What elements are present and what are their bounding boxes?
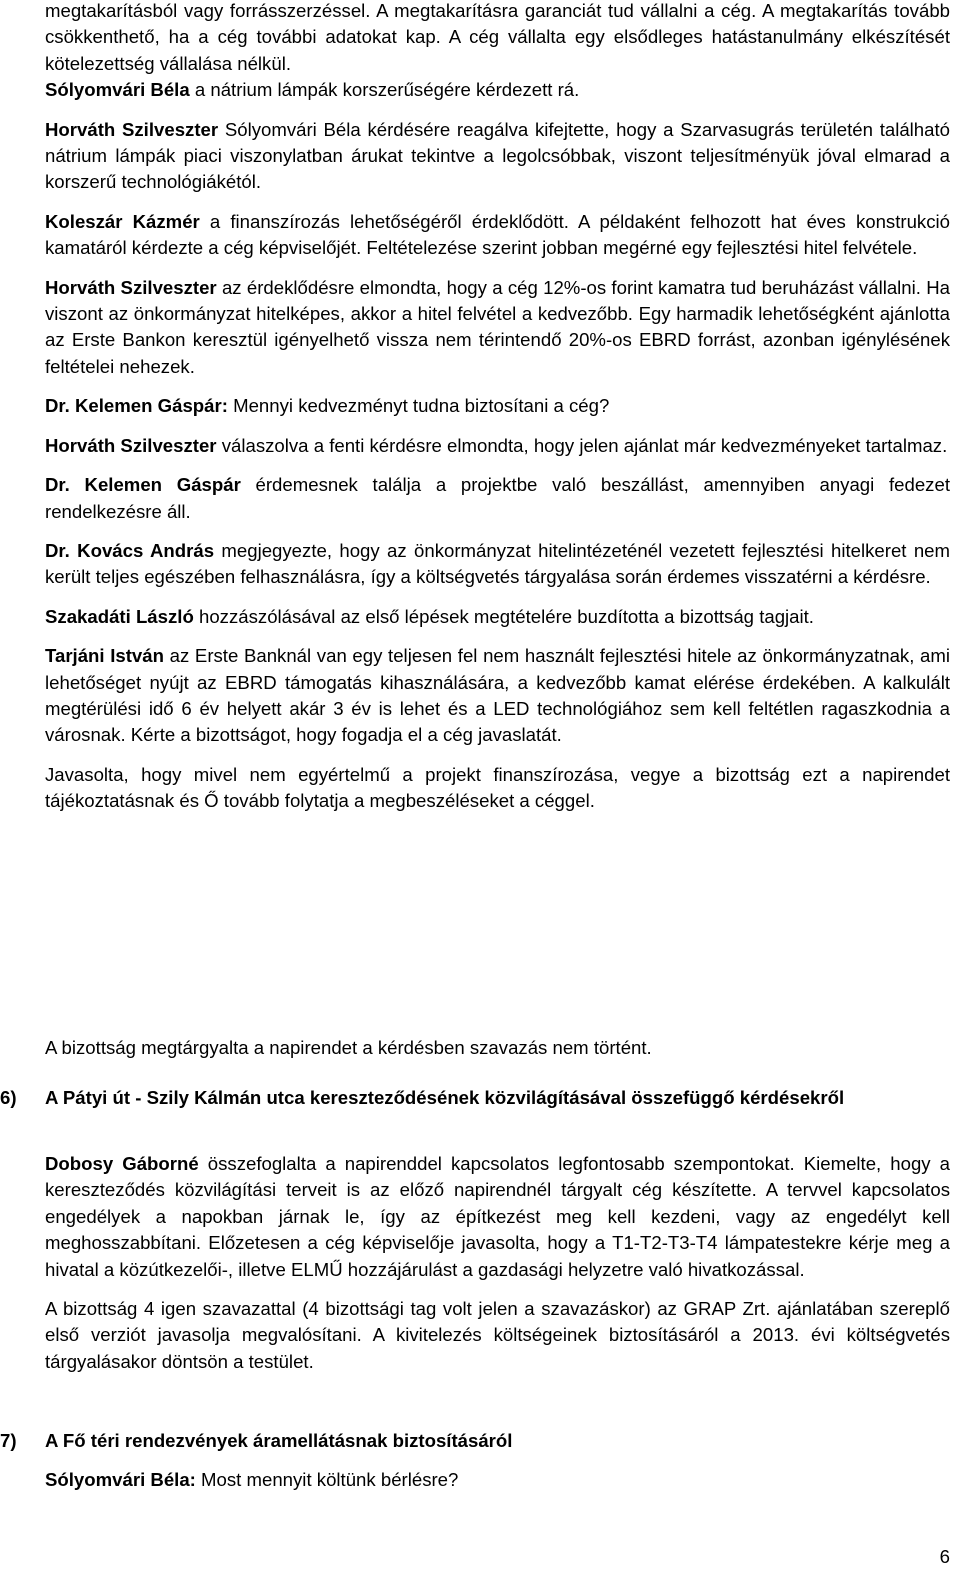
paragraph-horvath-answer-2 bbox=[45, 275, 950, 381]
paragraph-kovacs-remark bbox=[45, 538, 950, 591]
paragraph-text: megjegyezte, hogy az önkormányzat hitelintézeténél vezetett fejlesztési hitelkeret nem került teljes egészében felhasználásra, így a költségvetés tárgyalása során érdemes visszatérni a kérdésre. bbox=[45, 539, 951, 588]
section-number: 7) bbox=[0, 1430, 17, 1451]
section-6-heading bbox=[0, 1085, 950, 1111]
paragraph-kelemen-opinion bbox=[45, 472, 950, 525]
paragraph-text: az Erste Banknál van egy teljesen fel nem használt fejlesztési hitele az önkormányzatnak, ami lehetőséget nyújt az EBRD támogatás kihasználására, a kedvezőbb kamat elérése érdekében. A kalkulált megtérülési idő 6 év helyett akár 3 év is lehet és a LED technológiához sem kell feltétlen ragaszkodnia a városnak. Kérte a bizottságot, hogy fogadja el a cég javaslatát. bbox=[45, 645, 950, 746]
paragraph-text: az érdeklődésre elmondta, hogy a cég 12%-os forint kamatra tud beruházást vállalni. Ha viszont az önkormányzat hitelképes, akkor a hitel felvétel a kedvezőbb. Egy harmadik lehetőségként ajánlotta az Erste Bankon keresztül igényelhető vissza nem térintendő 20%-os EBRD forrást, azonban igénylésének feltételei nehezek. bbox=[45, 276, 950, 377]
paragraph-committee-decision bbox=[45, 1296, 950, 1375]
section-7-heading bbox=[0, 1428, 950, 1454]
section-7-body bbox=[45, 1467, 950, 1506]
speaker-name: Dr. Kelemen Gáspár bbox=[45, 474, 241, 496]
speaker-name: Horváth Szilveszter bbox=[45, 118, 219, 140]
section-title: A Pátyi út - Szily Kálmán utca kereszteződésének közvilágításával összefüggő kérdésekről bbox=[45, 1087, 845, 1108]
paragraph-text: megtakarításból vagy forrásszerzéssel. A megtakarításra garanciát tud vállalni a cég. A megtakarítás tovább csökkenthető, ha a cég további adatokat kap. A cég vállalta egy elsődleges hatástanulmány elkészítését kötelezettség vállalása nélkül. bbox=[45, 0, 950, 74]
paragraph-dobosy-summary bbox=[45, 1151, 950, 1283]
paragraph-text: Sólyomvári Béla kérdésére reagálva kifejtette, hogy a Szarvasugrás területén található nátrium lámpák piaci viszonylatban árukat tekintve a legolcsóbbak, viszont teljesítményük jóval elmarad a korszerű technológiákétól. bbox=[45, 118, 950, 193]
speaker-name: Koleszár Kázmér bbox=[45, 210, 200, 232]
paragraph-szakadati-remark bbox=[45, 604, 950, 630]
paragraph-text: Javasolta, hogy mivel nem egyértelmű a projekt finanszírozása, vegye a bizottság ezt a napirendet tájékoztatásnak és Ő tovább folytatja a megbeszéléseket a céggel. bbox=[45, 763, 950, 812]
paragraph-tarjani-remark bbox=[45, 643, 950, 749]
paragraph-horvath-answer-1 bbox=[45, 117, 950, 196]
paragraph-text: a finanszírozás lehetőségéről érdeklődött. A példaként felhozott hat éves konstrukció kamatáról kérdezte a cég képviselőjét. Feltételezése szerint jobban megérné egy fejlesztési hitel felvétele. bbox=[45, 210, 950, 259]
paragraph-continuation bbox=[45, 0, 950, 77]
paragraph-text: hozzászólásával az első lépések megtételére buzdította a bizottság tagjait. bbox=[193, 605, 814, 627]
paragraph-text: érdemesnek találja a projektbe való beszállást, amennyiben anyagi fedezet rendelkezésre áll. bbox=[45, 474, 950, 522]
section-6-body bbox=[45, 1151, 950, 1388]
paragraph-solyomvari-question bbox=[45, 77, 950, 103]
speaker-name: Dobosy Gáborné bbox=[45, 1153, 199, 1174]
paragraph-text: A bizottság megtárgyalta a napirendet a kérdésben szavazás nem történt. bbox=[45, 1037, 652, 1058]
paragraph-koleszar-question bbox=[45, 209, 950, 262]
speaker-name: Tarjáni István bbox=[45, 645, 164, 667]
section-title: A Fő téri rendezvények áramellátásnak biztosításáról bbox=[45, 1430, 513, 1451]
discussion-block bbox=[45, 0, 950, 828]
paragraph-tarjani-proposal bbox=[45, 762, 950, 815]
speaker-name: Szakadáti László bbox=[45, 605, 194, 627]
speaker-name: Horváth Szilveszter bbox=[45, 434, 217, 456]
paragraph-text: összefoglalta a napirenddel kapcsolatos legfontosabb szempontokat. Kiemelte, hogy a kereszteződés közvilágítási terveit is az előző napirendnél tárgyalt cég készítette. A tervvel kapcsolatos engedélyek a napokban járnak le, így az építkezést meg kell kezdeni, vagy az engedélyt kell meghosszabbítani. Előzetesen a cég képviselője javasolta, hogy a T1-T2-T3-T4 lámpatestekre kérje meg a hivatal a közútkezelői-, illetve ELMŰ hozzájárulást a gazdasági helyzetre való hivatkozással. bbox=[45, 1153, 950, 1280]
paragraph-kelemen-question bbox=[45, 393, 950, 419]
speaker-name: Sólyomvári Béla: bbox=[45, 1469, 196, 1490]
speaker-name: Dr. Kelemen Gáspár: bbox=[45, 395, 228, 417]
speaker-name: Sólyomvári Béla bbox=[45, 79, 190, 101]
paragraph-text: Mennyi kedvezményt tudna biztosítani a cég? bbox=[227, 395, 610, 417]
paragraph-text: Most mennyit költünk bérlésre? bbox=[195, 1469, 459, 1490]
paragraph-no-vote bbox=[45, 1035, 950, 1061]
committee-conclusion bbox=[45, 1035, 950, 1074]
paragraph-horvath-answer-3 bbox=[45, 433, 950, 459]
paragraph-solyomvari-rent-question bbox=[45, 1467, 950, 1493]
paragraph-text: válaszolva a fenti kérdésre elmondta, hogy jelen ajánlat már kedvezményeket tartalmaz. bbox=[216, 434, 948, 456]
paragraph-text: a nátrium lámpák korszerűségére kérdezett rá. bbox=[189, 79, 580, 101]
speaker-name: Dr. Kovács András bbox=[45, 539, 215, 561]
paragraph-text: A bizottság 4 igen szavazattal (4 bizottsági tag volt jelen a szavazáskor) az GRAP Zrt. ajánlatában szereplő első verziót javasolja megvalósítani. A kivitelezés költségeinek biztosításáról a 2013. évi költségvetés tárgyalásakor döntsön a testület. bbox=[45, 1298, 950, 1372]
section-number: 6) bbox=[0, 1087, 17, 1108]
page-number: 6 bbox=[939, 1546, 950, 1567]
speaker-name: Horváth Szilveszter bbox=[45, 276, 217, 298]
